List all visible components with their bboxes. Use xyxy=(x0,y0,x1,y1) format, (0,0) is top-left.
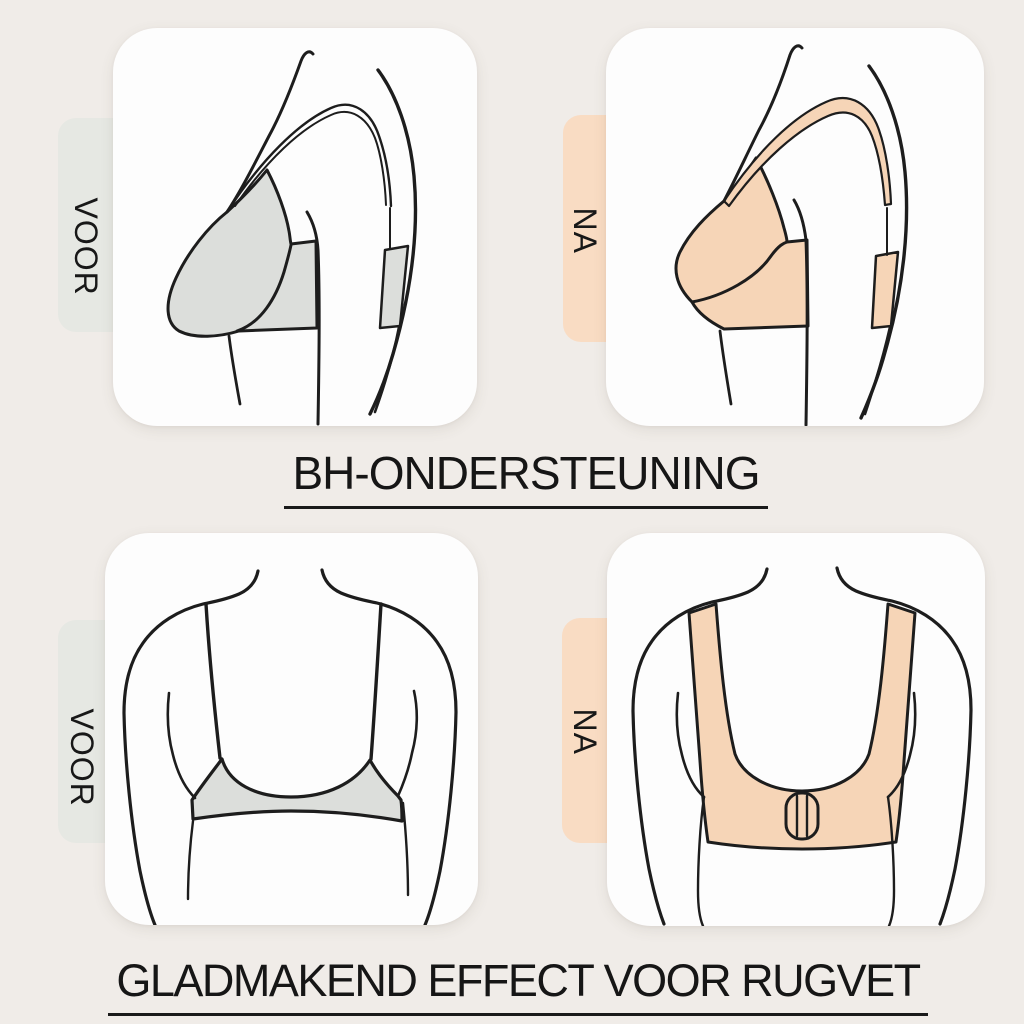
left-thin-strap xyxy=(206,604,220,758)
after-label: NA xyxy=(567,207,603,254)
right-thin-strap xyxy=(371,604,381,759)
right-waist-line xyxy=(403,803,408,895)
after-side-card xyxy=(606,28,984,426)
back-view-wide-band-illustration xyxy=(607,533,985,926)
before-label: VOOR xyxy=(64,708,100,807)
right-armpit-line xyxy=(398,691,417,796)
before-label: VOOR xyxy=(68,197,104,296)
left-shoulder-arm-line xyxy=(124,571,258,925)
bra-support-heading-text: BH-ONDERSTEUNING xyxy=(284,448,767,509)
front-torso-line xyxy=(229,336,240,404)
before-side-card xyxy=(113,28,477,426)
left-armpit-line xyxy=(168,693,195,798)
after-label: NA xyxy=(567,708,603,755)
before-back-card xyxy=(105,533,478,925)
front-torso-line xyxy=(720,331,731,404)
after-back-card xyxy=(607,533,985,926)
side-view-lifted-bra-illustration xyxy=(606,28,984,426)
lower-back-line xyxy=(865,327,890,414)
right-shoulder-arm-line xyxy=(322,570,456,925)
back-smoothing-heading-text: GLADMAKEND EFFECT VOOR RUGVET xyxy=(108,956,927,1016)
bra-band-back xyxy=(192,759,402,821)
back-view-thin-band-illustration xyxy=(105,533,478,925)
outer-arm-line xyxy=(370,70,415,414)
back-smoothing-heading xyxy=(0,956,1024,1016)
bra-support-heading xyxy=(0,448,1024,509)
left-waist-line xyxy=(188,821,193,899)
left-waist-line xyxy=(698,797,704,926)
clasp-icon xyxy=(786,793,818,839)
side-view-sagging-bra-illustration xyxy=(113,28,477,426)
